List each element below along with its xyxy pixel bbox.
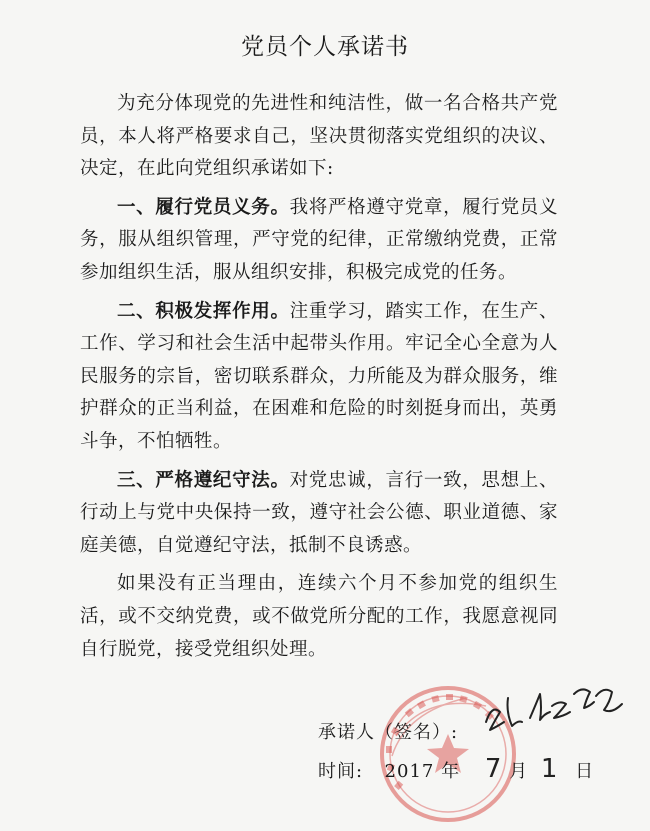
date-line <box>318 754 594 784</box>
date-day-unit: 日 <box>575 761 595 782</box>
date-month: 7 <box>484 754 503 784</box>
section-paragraph <box>80 296 558 459</box>
section-paragraph <box>80 192 558 290</box>
document-body <box>80 88 558 672</box>
signature-label: 承诺人（签名）: <box>318 722 459 743</box>
section-text: 我将严格遵守党章，履行党员义务，服从组织管理，严守党的纪律，正常缴纳党费，正常参加组织生活，服从组织安排，积极完成党的任务。 <box>80 196 558 283</box>
section-text: 注重学习，踏实工作，在生产、工作、学习和社会生活中起带头作用。牢记全心全意为人民服务的宗旨，密切联系群众，力所能及为群众服务，维护群众的正当利益，在困难和危险的时刻挺身而出，英勇斗争，不怕牺牲。 <box>80 300 558 452</box>
handwritten-signature <box>478 676 628 746</box>
date-day: 1 <box>540 754 559 784</box>
section-heading: 三、严格遵纪守法。 <box>117 469 290 491</box>
section-heading: 二、积极发挥作用。 <box>117 300 290 322</box>
date-label: 时间: <box>318 761 364 782</box>
date-year-unit: 年 <box>441 761 461 782</box>
intro-paragraph: 为充分体现党的先进性和纯洁性，做一名合格共产党员，本人将严格要求自己，坚决贯彻落实党组织的决议、决定，在此向党组织承诺如下: <box>80 93 558 180</box>
section-paragraph <box>80 465 558 563</box>
closing-paragraph: 如果没有正当理由，连续六个月不参加党的组织生活，或不交纳党费，或不做党所分配的工作，我愿意视同自行脱党，接受党组织处理。 <box>80 573 558 660</box>
section-text: 对党忠诚，言行一致，思想上、行动上与党中央保持一致，遵守社会公德、职业道德、家庭美德，自觉遵纪守法，抵制不良诱惑。 <box>80 469 558 556</box>
date-year: 2017 <box>384 761 435 782</box>
date-month-unit: 月 <box>509 761 529 782</box>
document-title: 党员个人承诺书 <box>241 34 409 60</box>
signature-line <box>318 718 458 744</box>
section-heading: 一、履行党员义务。 <box>117 196 290 218</box>
